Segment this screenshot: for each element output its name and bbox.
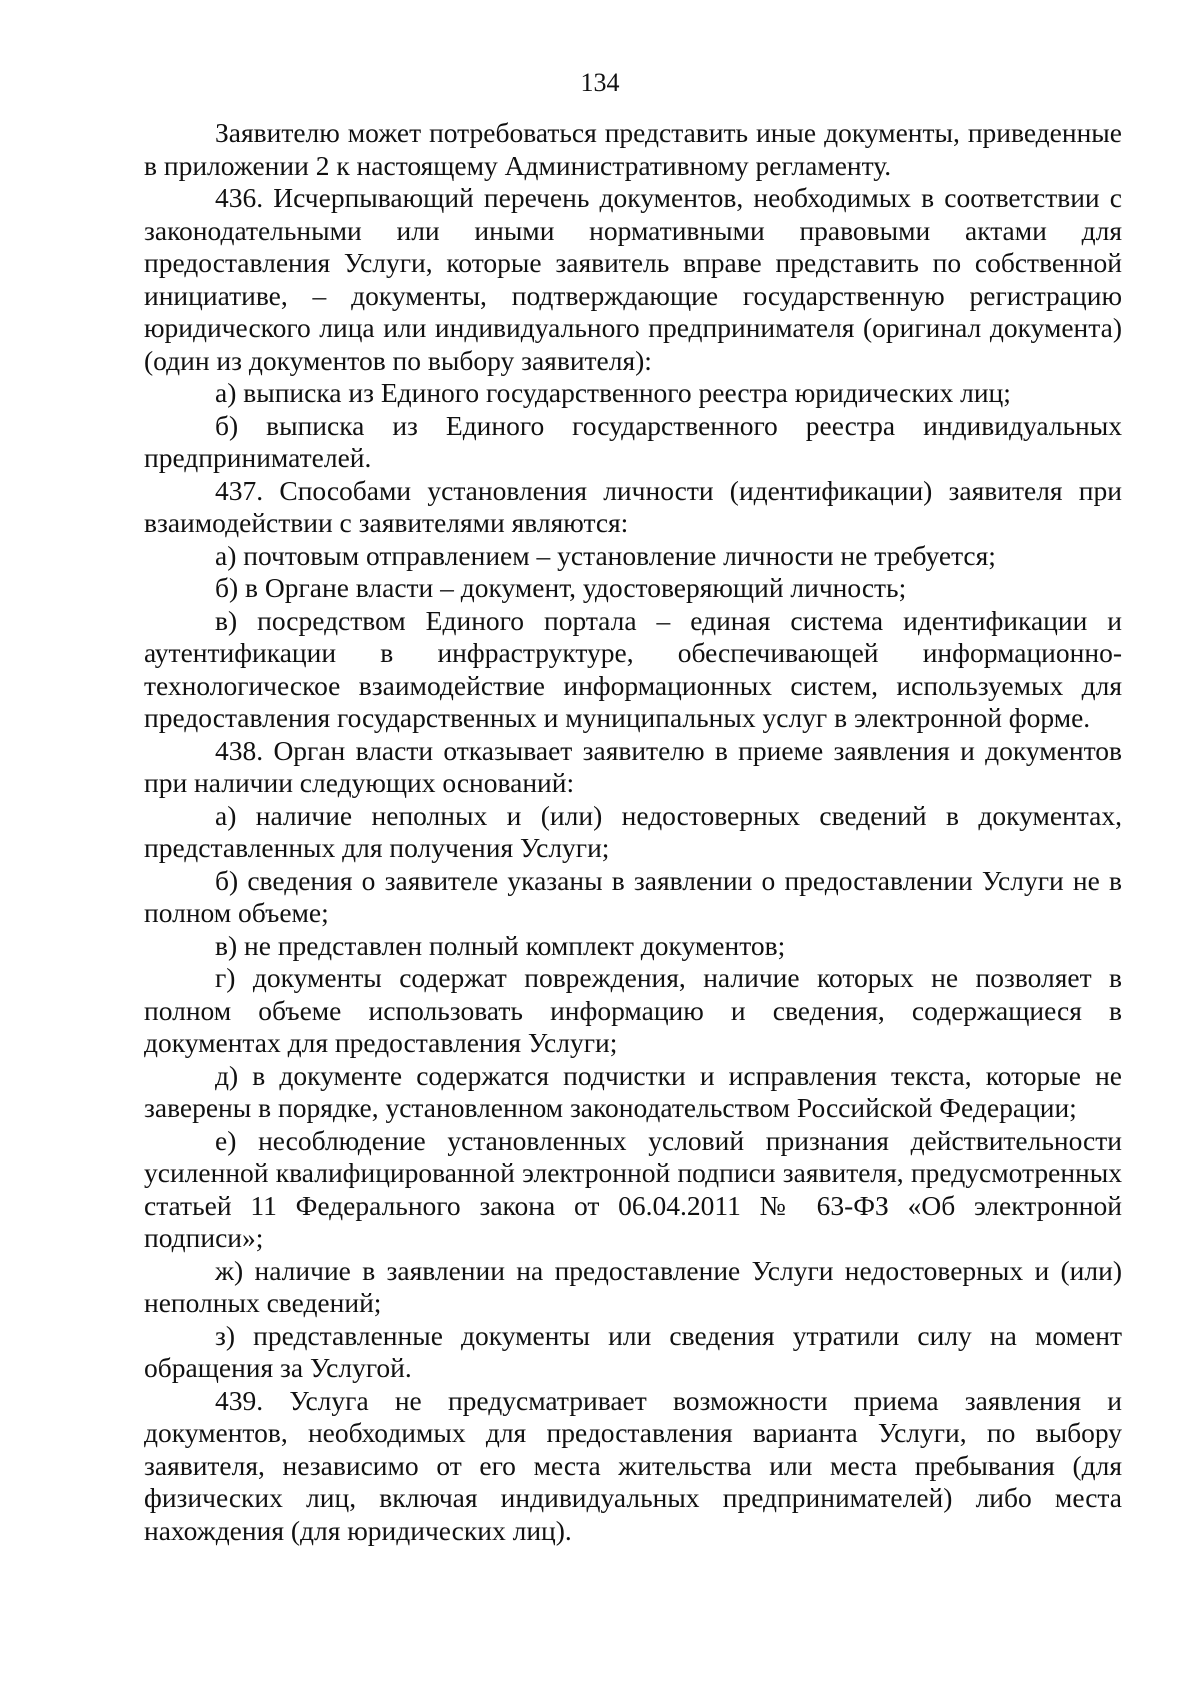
paragraph-438-b: б) сведения о заявителе указаны в заявлении о предоставлении Услуги не в полном объеме; (144, 864, 1122, 928)
paragraph-436-a: а) выписка из Единого государственного реестра юридических лиц; (215, 377, 1011, 408)
paragraph-436-b: б) выписка из Единого государственного реестра индивидуальных предпринимателей. (144, 409, 1122, 473)
paragraph-438-a: а) наличие неполных и (или) недостоверных сведений в документах, представленных для получения Услуги; (144, 799, 1122, 863)
paragraph-437-v: в) посредством Единого портала – единая система идентификации и аутентификации в инфраструктуре, обеспечивающей информационно-технологическое взаимодействие информационных систем, используемых для предоставления государственных и муниципальных услуг в электронной форме. (144, 604, 1122, 733)
page-number: 134 (580, 68, 620, 97)
paragraph-439: 439. Услуга не предусматривает возможности приема заявления и документов, необходимых для предоставления варианта Услуги, по выбору заявителя, независимо от его места жительства или места пребывания (для физических лиц, включая индивидуальных предпринимателей) либо места нахождения (для юридических лиц). (144, 1384, 1122, 1546)
paragraph-438-v: в) не представлен полный комплект документов; (215, 929, 786, 961)
paragraph-437: 437. Способами установления личности (идентификации) заявителя при взаимодействии с заявителями являются: (144, 474, 1122, 538)
paragraph-438: 438. Орган власти отказывает заявителю в приеме заявления и документов при наличии следующих оснований: (144, 734, 1122, 798)
paragraph-applicant-documents: Заявителю может потребоваться представить иные документы, приведенные в приложении 2 к настоящему Административному регламенту. (144, 117, 1122, 181)
paragraph-437-a: а) почтовым отправлением – установление личности не требуется; (215, 539, 996, 571)
paragraph-436: 436. Исчерпывающий перечень документов, необходимых в соответствии с законодательными или иными нормативными правовыми актами для предоставления Услуги, которые заявитель вправе представить по собственной инициативе, – документы, подтверждающие государственную регистрацию юридического лица или индивидуального предпринимателя (оригинал документа) (один из документов по выбору заявителя): (144, 182, 1122, 376)
paragraph-438-e: е) несоблюдение установленных условий признания действительности усиленной квалифицированной электронной подписи заявителя, предусмотренных статьей 11 Федерального закона от 06.04.2011 № 63-ФЗ «Об электронной подписи»; (144, 1124, 1122, 1253)
paragraph-437-b: б) в Органе власти – документ, удостоверяющий личность; (215, 572, 907, 603)
paragraph-438-zh: ж) наличие в заявлении на предоставление Услуги недостоверных и (или) неполных сведений; (144, 1254, 1122, 1318)
paragraph-438-d: д) в документе содержатся подчистки и исправления текста, которые не заверены в порядке, установленном законодательством Российской Федерации; (144, 1059, 1122, 1123)
paragraph-438-g: г) документы содержат повреждения, наличие которых не позволяет в полном объеме использовать информацию и сведения, содержащиеся в документах для предоставления Услуги; (144, 962, 1122, 1058)
document-body (144, 117, 1122, 1547)
paragraph-438-z: з) представленные документы или сведения утратили силу на момент обращения за Услугой. (144, 1319, 1122, 1383)
